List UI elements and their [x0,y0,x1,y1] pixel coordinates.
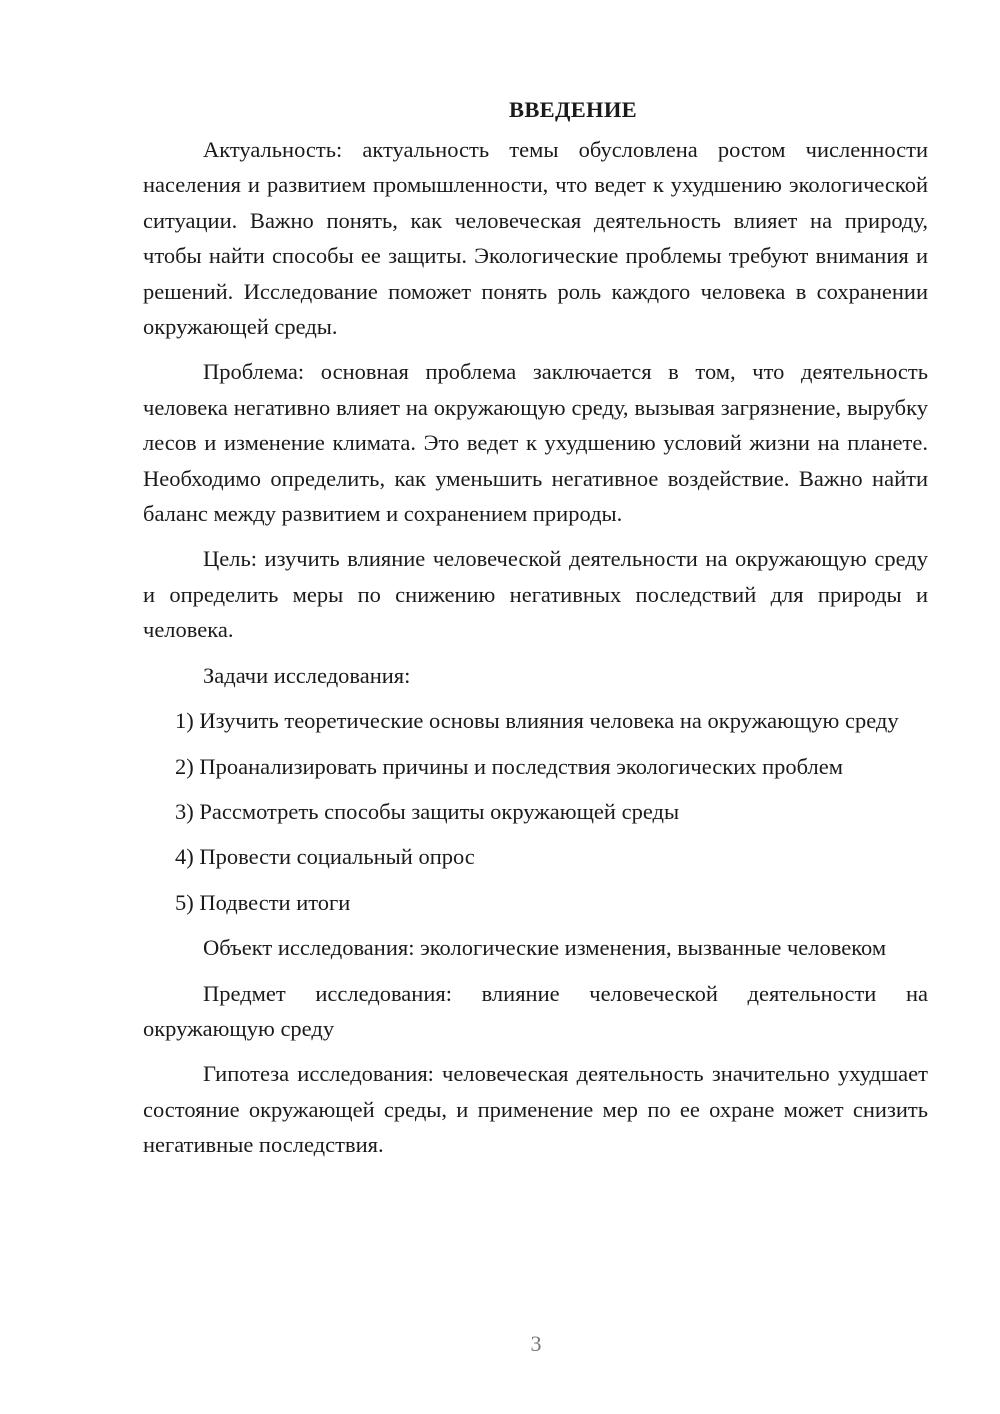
goal-paragraph: Цель: изучить влияние человеческой деятельности на окружающую среду и определить меры по снижению негативных последствий для природы и человека. [143,546,928,643]
tasks-heading: Задачи исследования: [203,662,411,688]
task-item: 5) Подвести итоги [175,889,351,915]
relevance-paragraph: Актуальность: актуальность темы обусловлена ростом численности населения и развитием промышленности, что ведет к ухудшению экологической ситуации. Важно понять, как человеческая деятельность влияет на природу, чтобы найти способы ее защиты. Экологические проблемы требуют внимания и решений. Исследование поможет понять роль каждого человека в сохранении окружающей среды. [143,137,928,340]
task-item: 2) Проанализировать причины и последствия экологических проблем [175,753,844,779]
object-paragraph: Объект исследования: экологические изменения, вызванные человеком [203,935,887,961]
page-number: 3 [530,1331,542,1356]
subject-paragraph: Предмет исследования: влияние человеческой деятельности на окружающую среду [143,980,928,1041]
hypothesis-paragraph: Гипотеза исследования: человеческая деятельность значительно ухудшает состояние окружающей среды, и применение мер по ее охране может снизить негативные последствия. [143,1061,928,1158]
page-title: ВВЕДЕНИЕ [509,97,637,122]
task-item: 4) Провести социальный опрос [175,844,475,870]
task-item: 1) Изучить теоретические основы влияния человека на окружающую среду [175,708,899,734]
task-item: 3) Рассмотреть способы защиты окружающей среды [175,798,680,824]
problem-paragraph: Проблема: основная проблема заключается в том, что деятельность человека негативно влияет на окружающую среду, вызывая загрязнение, вырубку лесов и изменение климата. Это ведет к ухудшению условий жизни на планете. Необходимо определить, как уменьшить негативное воздействие. Важно найти баланс между развитием и сохранением природы. [143,359,928,527]
document-page [143,92,928,1173]
